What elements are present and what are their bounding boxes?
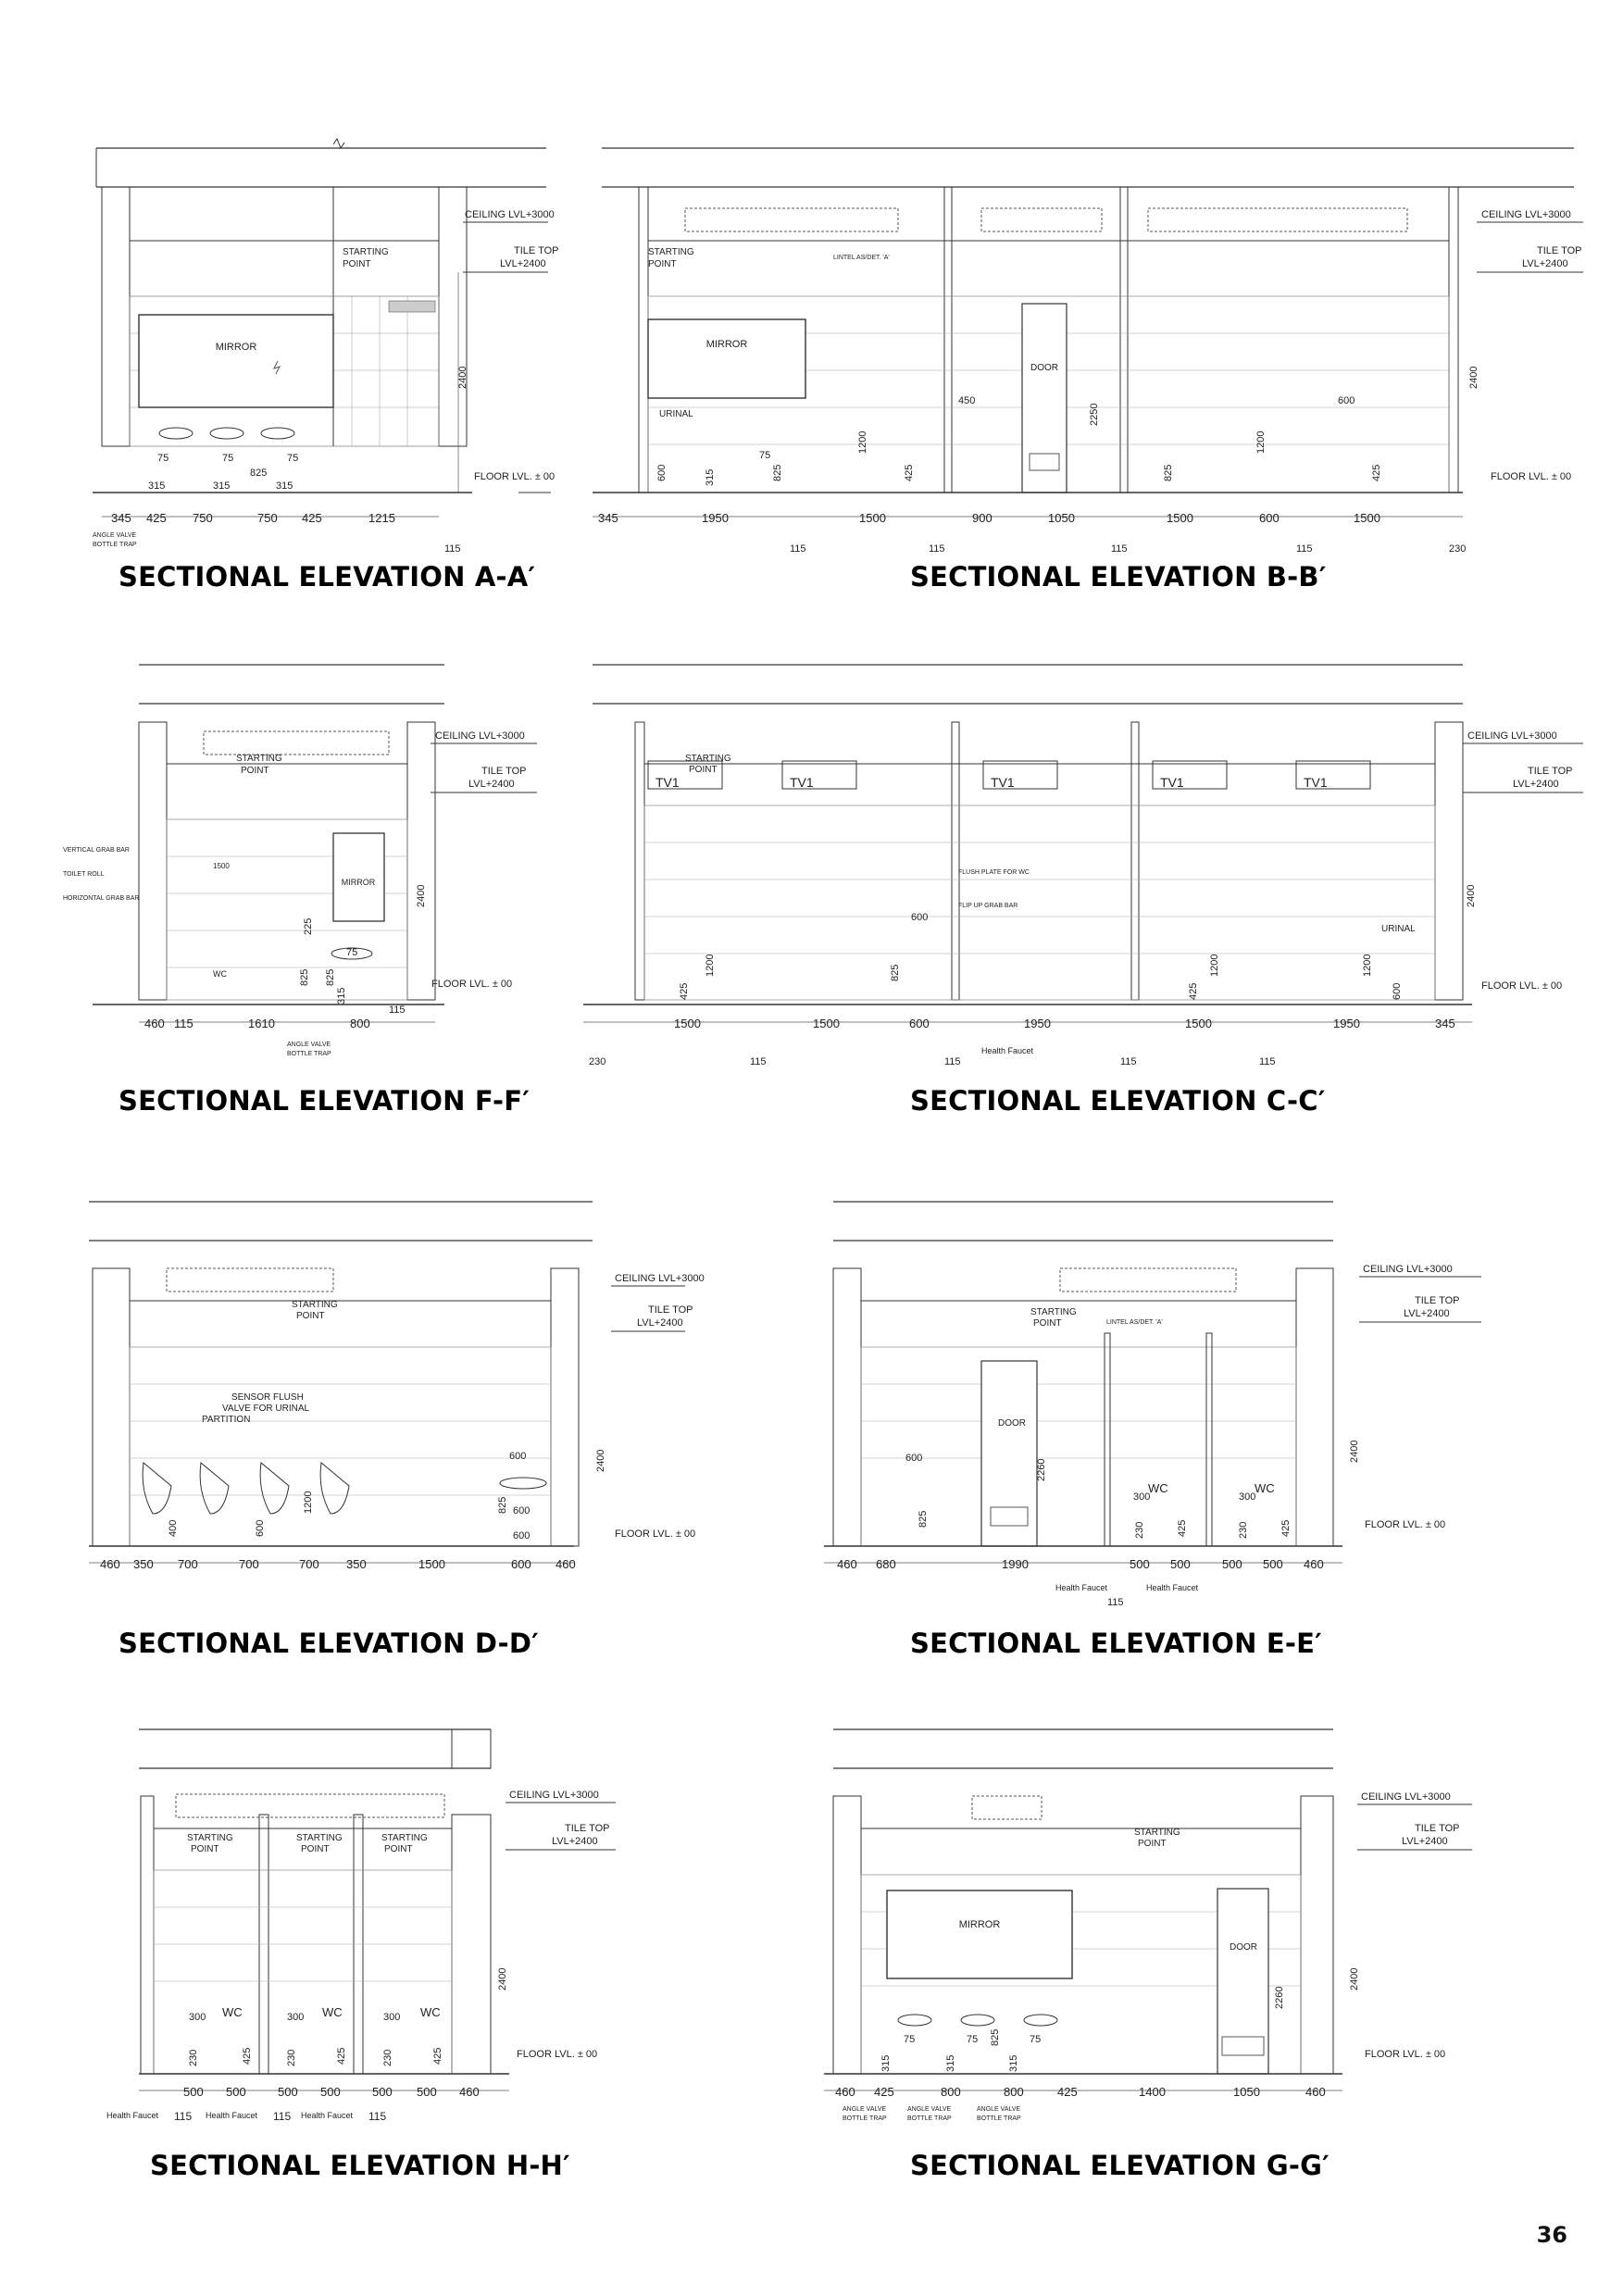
elevation-hh (102, 1722, 639, 2157)
svg-text:825: 825 (325, 968, 336, 986)
elevation-dd (56, 1194, 574, 1629)
note-label: 315 (213, 480, 231, 492)
svg-text:315: 315 (1008, 2054, 1019, 2072)
svg-text:825: 825 (299, 968, 310, 986)
svg-text:LINTEL AS/DET. 'A': LINTEL AS/DET. 'A' (1106, 1319, 1163, 1326)
svg-text:2400: 2400 (1466, 884, 1477, 907)
horizontal-grab-label: HORIZONTAL GRAB BAR (63, 895, 140, 902)
elevation-gg (815, 1722, 1491, 2157)
notes-dd (168, 1451, 530, 1541)
drawing-gg (815, 1722, 1491, 2157)
drawing-aa (83, 139, 583, 565)
svg-text:600: 600 (1259, 511, 1280, 525)
svg-text:TILE TOP: TILE TOP (481, 766, 527, 777)
dimension-label: 345 (111, 511, 131, 525)
svg-text:425: 425 (1188, 982, 1199, 1000)
elevation-aa (83, 139, 583, 565)
svg-text:DOOR: DOOR (1230, 1942, 1257, 1953)
svg-text:230: 230 (1134, 1521, 1145, 1539)
svg-text:115: 115 (174, 1017, 194, 1030)
svg-text:75: 75 (904, 2034, 916, 2045)
svg-text:POINT: POINT (343, 259, 371, 269)
caption-gg: SECTIONAL ELEVATION G-G′ (910, 2150, 1330, 2181)
svg-text:CEILING LVL+3000: CEILING LVL+3000 (1361, 1791, 1451, 1803)
svg-text:500: 500 (417, 2085, 437, 2099)
sensor-label: SENSOR FLUSH (231, 1392, 304, 1403)
svg-text:1500: 1500 (1354, 511, 1380, 525)
svg-text:POINT: POINT (296, 1311, 325, 1321)
dimension-strip-aa (111, 511, 461, 555)
svg-text:315: 315 (945, 2054, 956, 2072)
svg-text:MIRROR: MIRROR (705, 339, 748, 350)
svg-text:600: 600 (656, 464, 668, 481)
svg-text:STARTING: STARTING (685, 754, 731, 764)
drawing-ee (796, 1194, 1491, 1629)
svg-text:315: 315 (880, 2054, 892, 2072)
svg-text:LVL+2400: LVL+2400 (1522, 258, 1568, 269)
notes-aa (148, 453, 298, 492)
caption-ee: SECTIONAL ELEVATION E-E′ (910, 1628, 1322, 1659)
svg-text:1950: 1950 (702, 511, 729, 525)
svg-text:BOTTLE TRAP: BOTTLE TRAP (907, 2115, 952, 2122)
vertical-grab-label: VERTICAL GRAB BAR (63, 847, 130, 854)
svg-text:800: 800 (1004, 2085, 1024, 2099)
svg-text:BOTTLE TRAP: BOTTLE TRAP (843, 2115, 887, 2122)
page-number: 36 (1536, 2222, 1567, 2248)
svg-text:Health Faucet: Health Faucet (301, 2111, 354, 2120)
svg-text:FLOOR LVL. ± 00: FLOOR LVL. ± 00 (431, 979, 513, 990)
svg-text:1500: 1500 (1185, 1017, 1212, 1030)
svg-text:115: 115 (750, 1056, 767, 1067)
sub-dimensions-bb (790, 543, 1466, 555)
svg-text:CEILING LVL+3000: CEILING LVL+3000 (615, 1273, 705, 1284)
caption-hh: SECTIONAL ELEVATION H-H′ (150, 2150, 570, 2181)
dimension-label: 750 (193, 511, 213, 525)
svg-text:500: 500 (372, 2085, 393, 2099)
svg-text:600: 600 (509, 1451, 527, 1462)
svg-text:WC: WC (1255, 1481, 1275, 1495)
svg-text:LVL+2400: LVL+2400 (468, 779, 515, 790)
svg-text:600: 600 (905, 1453, 923, 1464)
svg-text:800: 800 (941, 2085, 961, 2099)
svg-text:Health Faucet: Health Faucet (106, 2111, 159, 2120)
note-label: 315 (276, 480, 293, 492)
svg-text:CEILING LVL+3000: CEILING LVL+3000 (435, 730, 525, 742)
svg-text:FLUSH PLATE FOR WC: FLUSH PLATE FOR WC (958, 869, 1030, 876)
svg-text:FLOOR LVL. ± 00: FLOOR LVL. ± 00 (1365, 1519, 1446, 1530)
svg-text:230: 230 (589, 1056, 606, 1067)
svg-text:115: 115 (174, 2110, 193, 2123)
svg-text:825: 825 (497, 1496, 508, 1514)
svg-text:115: 115 (944, 1056, 961, 1067)
svg-text:STARTING: STARTING (1134, 1828, 1180, 1838)
elevation-bb (593, 139, 1592, 565)
svg-text:115: 115 (929, 543, 945, 555)
svg-text:1050: 1050 (1048, 511, 1075, 525)
svg-text:2400: 2400 (1349, 1967, 1360, 1990)
svg-text:825: 825 (918, 1510, 929, 1528)
svg-text:WC: WC (213, 969, 227, 979)
drawing-bb (593, 139, 1592, 565)
svg-text:115: 115 (790, 543, 806, 555)
svg-text:1500: 1500 (213, 862, 230, 870)
svg-text:CEILING LVL+3000: CEILING LVL+3000 (509, 1790, 599, 1801)
svg-text:POINT: POINT (689, 765, 718, 775)
dimension-label: 1215 (368, 511, 395, 525)
svg-text:425: 425 (1177, 1519, 1188, 1537)
svg-text:CEILING LVL+3000: CEILING LVL+3000 (1363, 1264, 1453, 1275)
svg-text:460: 460 (1305, 2085, 1326, 2099)
note-label: 315 (148, 480, 166, 492)
starting-point-label: STARTING (343, 247, 389, 257)
elevation-cc (583, 657, 1592, 1092)
svg-text:300: 300 (1239, 1491, 1256, 1503)
svg-text:TILE TOP: TILE TOP (565, 1823, 610, 1834)
svg-text:2400: 2400 (595, 1449, 606, 1472)
drawing-hh (102, 1722, 639, 2157)
dimension-strip-hh (183, 2085, 480, 2099)
svg-text:BOTTLE TRAP: BOTTLE TRAP (977, 2115, 1021, 2122)
svg-text:460: 460 (1304, 1557, 1324, 1571)
svg-text:Health Faucet: Health Faucet (1055, 1583, 1108, 1592)
svg-text:425: 425 (336, 2047, 347, 2065)
tv-label: TV1 (655, 775, 680, 790)
svg-text:600: 600 (1392, 982, 1403, 1000)
mirror-aa (139, 315, 333, 407)
svg-text:75: 75 (759, 450, 771, 461)
svg-text:ANGLE VALVE: ANGLE VALVE (977, 2106, 1021, 2113)
svg-text:825: 825 (890, 964, 901, 981)
svg-text:230: 230 (1449, 543, 1467, 555)
dimension-label: 425 (302, 511, 322, 525)
notes-ee (905, 1453, 1292, 1539)
svg-text:600: 600 (911, 912, 929, 923)
svg-text:1400: 1400 (1139, 2085, 1166, 2099)
svg-text:425: 425 (432, 2047, 443, 2065)
dimension-strip-gg (835, 2085, 1326, 2099)
svg-text:500: 500 (226, 2085, 246, 2099)
svg-text:350: 350 (346, 1557, 367, 1571)
svg-text:POINT: POINT (191, 1844, 219, 1854)
svg-text:1200: 1200 (1209, 954, 1220, 977)
svg-text:TV1: TV1 (1160, 775, 1184, 790)
svg-text:315: 315 (705, 468, 716, 486)
svg-text:LVL+2400: LVL+2400 (552, 1836, 598, 1847)
svg-text:230: 230 (188, 2049, 199, 2066)
svg-text:1990: 1990 (1002, 1557, 1029, 1571)
svg-text:350: 350 (133, 1557, 154, 1571)
svg-text:STARTING: STARTING (381, 1833, 428, 1843)
svg-text:500: 500 (320, 2085, 341, 2099)
svg-text:TV1: TV1 (790, 775, 814, 790)
note-label: 75 (287, 453, 299, 464)
svg-text:700: 700 (239, 1557, 259, 1571)
svg-text:425: 425 (242, 2047, 253, 2065)
notes-hh (188, 2012, 443, 2066)
svg-text:1500: 1500 (1167, 511, 1193, 525)
svg-text:1500: 1500 (813, 1017, 840, 1030)
svg-text:POINT: POINT (1033, 1318, 1062, 1329)
svg-text:500: 500 (278, 2085, 298, 2099)
svg-text:425: 425 (1057, 2085, 1078, 2099)
svg-text:460: 460 (556, 1557, 576, 1571)
caption-cc: SECTIONAL ELEVATION C-C′ (910, 1085, 1326, 1117)
svg-text:2400: 2400 (1468, 366, 1479, 389)
svg-text:POINT: POINT (241, 766, 269, 776)
svg-text:STARTING: STARTING (236, 754, 282, 764)
svg-text:500: 500 (1130, 1557, 1150, 1571)
svg-text:TV1: TV1 (991, 775, 1015, 790)
tile-top-value: LVL+2400 (500, 258, 546, 269)
svg-text:1950: 1950 (1024, 1017, 1051, 1030)
svg-text:MIRROR: MIRROR (341, 878, 376, 887)
svg-text:700: 700 (178, 1557, 198, 1571)
svg-text:2260: 2260 (1036, 1458, 1047, 1481)
svg-text:600: 600 (909, 1017, 930, 1030)
note-label: 75 (222, 453, 234, 464)
svg-text:600: 600 (1338, 395, 1355, 406)
svg-text:450: 450 (958, 395, 976, 406)
svg-text:1610: 1610 (248, 1017, 275, 1030)
drawing-dd (56, 1194, 574, 1629)
svg-text:1200: 1200 (1255, 430, 1267, 454)
svg-text:825: 825 (990, 2028, 1001, 2046)
svg-text:825: 825 (772, 464, 783, 481)
svg-text:STARTING: STARTING (648, 247, 694, 257)
svg-text:FLOOR LVL. ± 00: FLOOR LVL. ± 00 (1491, 471, 1572, 482)
svg-text:1500: 1500 (418, 1557, 445, 1571)
svg-text:LVL+2400: LVL+2400 (1513, 779, 1559, 790)
svg-text:500: 500 (1170, 1557, 1191, 1571)
caption-dd: SECTIONAL ELEVATION D-D′ (119, 1628, 540, 1659)
svg-text:425: 425 (679, 982, 690, 1000)
svg-text:FLOOR LVL. ± 00: FLOOR LVL. ± 00 (1365, 2049, 1446, 2060)
svg-text:230: 230 (382, 2049, 393, 2066)
svg-text:400: 400 (168, 1519, 179, 1537)
svg-text:115: 115 (1259, 1056, 1276, 1067)
svg-text:Health Faucet: Health Faucet (206, 2111, 258, 2120)
svg-text:1500: 1500 (859, 511, 886, 525)
svg-text:345: 345 (598, 511, 618, 525)
svg-text:1200: 1200 (303, 1491, 314, 1514)
svg-text:LVL+2400: LVL+2400 (637, 1317, 683, 1329)
caption-aa: SECTIONAL ELEVATION A-A′ (119, 561, 536, 593)
svg-text:425: 425 (1371, 464, 1382, 481)
svg-text:WC: WC (322, 2005, 343, 2019)
svg-text:URINAL: URINAL (659, 409, 693, 419)
drawing-cc (583, 657, 1592, 1092)
svg-text:115: 115 (1107, 1597, 1124, 1608)
notes-bb (656, 395, 1382, 486)
svg-text:TILE TOP: TILE TOP (1415, 1295, 1460, 1306)
svg-text:VALVE FOR URINAL: VALVE FOR URINAL (222, 1404, 310, 1414)
svg-text:CEILING LVL+3000: CEILING LVL+3000 (1481, 209, 1571, 220)
svg-text:Health Faucet: Health Faucet (981, 1046, 1034, 1055)
svg-text:225: 225 (303, 917, 314, 935)
angle-valve-label: ANGLE VALVE (93, 532, 137, 539)
svg-text:STARTING: STARTING (1030, 1307, 1077, 1317)
dimension-label: 425 (146, 511, 167, 525)
svg-text:115: 115 (1296, 543, 1313, 555)
svg-text:460: 460 (100, 1557, 120, 1571)
dimension-label: 115 (444, 543, 461, 555)
svg-text:TILE TOP: TILE TOP (1537, 245, 1582, 256)
svg-text:2400: 2400 (1349, 1440, 1360, 1463)
svg-text:230: 230 (286, 2049, 297, 2066)
svg-text:1200: 1200 (1362, 954, 1373, 977)
svg-text:115: 115 (1120, 1056, 1137, 1067)
svg-text:300: 300 (189, 2012, 206, 2023)
ceiling-label: CEILING LVL+3000 (465, 209, 555, 220)
dimension-strip-cc (674, 1017, 1455, 1030)
svg-text:ANGLE VALVE: ANGLE VALVE (287, 1042, 331, 1048)
svg-text:TILE TOP: TILE TOP (1415, 1823, 1460, 1834)
svg-text:75: 75 (346, 947, 358, 958)
svg-text:FLOOR LVL. ± 00: FLOOR LVL. ± 00 (615, 1529, 696, 1540)
svg-text:LVL+2400: LVL+2400 (1402, 1836, 1448, 1847)
dimension-strip-dd (100, 1557, 576, 1571)
svg-text:POINT: POINT (384, 1844, 413, 1854)
mirror-label: MIRROR (215, 342, 257, 353)
svg-text:WC: WC (222, 2005, 243, 2019)
svg-text:680: 680 (876, 1557, 896, 1571)
svg-text:300: 300 (287, 2012, 305, 2023)
svg-text:WC: WC (1148, 1481, 1168, 1495)
toilet-roll-label: TOILET ROLL (63, 871, 105, 878)
svg-text:2260: 2260 (1274, 1986, 1285, 2009)
floor-label: FLOOR LVL. ± 00 (474, 471, 556, 482)
svg-text:825: 825 (1163, 464, 1174, 481)
svg-text:115: 115 (368, 2110, 387, 2123)
svg-text:300: 300 (383, 2012, 401, 2023)
svg-text:POINT: POINT (648, 259, 677, 269)
svg-text:500: 500 (183, 2085, 204, 2099)
svg-text:MIRROR: MIRROR (958, 1919, 1001, 1930)
svg-text:345: 345 (1435, 1017, 1455, 1030)
dimension-strip-bb (598, 511, 1380, 525)
svg-text:75: 75 (967, 2034, 979, 2045)
svg-text:315: 315 (336, 987, 347, 1004)
svg-text:STARTING: STARTING (292, 1300, 338, 1310)
elevation-ff (56, 657, 574, 1092)
svg-text:Health Faucet: Health Faucet (1146, 1583, 1199, 1592)
svg-text:DOOR: DOOR (998, 1418, 1026, 1429)
svg-text:ANGLE VALVE: ANGLE VALVE (907, 2106, 952, 2113)
svg-text:STARTING: STARTING (296, 1833, 343, 1843)
partition-label: PARTITION (202, 1415, 251, 1425)
svg-text:1050: 1050 (1233, 2085, 1260, 2099)
caption-ff: SECTIONAL ELEVATION F-F′ (119, 1085, 531, 1117)
svg-text:600: 600 (513, 1505, 531, 1516)
svg-text:900: 900 (972, 511, 993, 525)
svg-text:800: 800 (350, 1017, 370, 1030)
svg-text:500: 500 (1263, 1557, 1283, 1571)
svg-text:POINT: POINT (1138, 1839, 1167, 1849)
svg-text:POINT: POINT (301, 1844, 330, 1854)
svg-text:2400: 2400 (497, 1967, 508, 1990)
dd-right-labels (583, 1268, 705, 1546)
svg-text:460: 460 (459, 2085, 480, 2099)
svg-text:FLIP UP GRAB BAR: FLIP UP GRAB BAR (958, 903, 1018, 909)
dimension-label: 750 (257, 511, 278, 525)
svg-text:700: 700 (299, 1557, 319, 1571)
svg-text:TILE TOP: TILE TOP (648, 1304, 693, 1316)
svg-text:300: 300 (1133, 1491, 1151, 1503)
svg-text:BOTTLE TRAP: BOTTLE TRAP (287, 1051, 331, 1057)
svg-text:425: 425 (904, 464, 915, 481)
svg-text:115: 115 (1111, 543, 1128, 555)
svg-text:460: 460 (144, 1017, 165, 1030)
svg-text:2250: 2250 (1089, 403, 1100, 426)
note-label: 75 (157, 453, 169, 464)
svg-text:75: 75 (1030, 2034, 1042, 2045)
svg-text:460: 460 (837, 1557, 857, 1571)
svg-text:FLOOR LVL. ± 00: FLOOR LVL. ± 00 (1481, 980, 1563, 992)
svg-text:STARTING: STARTING (187, 1833, 233, 1843)
caption-bb: SECTIONAL ELEVATION B-B′ (910, 561, 1327, 593)
svg-text:425: 425 (1280, 1519, 1292, 1537)
svg-text:FLOOR LVL. ± 00: FLOOR LVL. ± 00 (517, 2049, 598, 2060)
svg-text:600: 600 (513, 1530, 531, 1541)
elevation-ee (796, 1194, 1491, 1629)
svg-text:CEILING LVL+3000: CEILING LVL+3000 (1467, 730, 1557, 742)
svg-text:LINTEL AS/DET. 'A': LINTEL AS/DET. 'A' (833, 255, 890, 261)
svg-text:115: 115 (273, 2110, 292, 2123)
svg-text:DOOR: DOOR (1030, 363, 1058, 373)
note-label: 825 (250, 468, 268, 479)
svg-text:1200: 1200 (705, 954, 716, 977)
svg-text:115: 115 (389, 1004, 406, 1016)
bottle-trap-label: BOTTLE TRAP (93, 542, 137, 548)
svg-text:1200: 1200 (857, 430, 868, 454)
svg-text:TILE TOP: TILE TOP (1528, 766, 1573, 777)
dimension-strip-ff (144, 1004, 406, 1030)
svg-text:2400: 2400 (416, 884, 427, 907)
svg-text:1500: 1500 (674, 1017, 701, 1030)
drawing-ff (56, 657, 574, 1092)
svg-text:600: 600 (511, 1557, 531, 1571)
svg-text:600: 600 (255, 1519, 266, 1537)
svg-text:460: 460 (835, 2085, 855, 2099)
svg-text:500: 500 (1222, 1557, 1242, 1571)
svg-text:ANGLE VALVE: ANGLE VALVE (843, 2106, 887, 2113)
svg-text:1950: 1950 (1333, 1017, 1360, 1030)
svg-text:230: 230 (1238, 1521, 1249, 1539)
svg-text:TV1: TV1 (1304, 775, 1328, 790)
sub-dimensions-cc (589, 1056, 1276, 1067)
svg-text:URINAL: URINAL (1381, 924, 1416, 934)
height-label: 2400 (457, 366, 468, 389)
notes-cc (679, 912, 1403, 1000)
tile-top-label: TILE TOP (514, 245, 559, 256)
svg-text:LVL+2400: LVL+2400 (1404, 1308, 1450, 1319)
svg-text:425: 425 (874, 2085, 894, 2099)
svg-text:WC: WC (420, 2005, 441, 2019)
